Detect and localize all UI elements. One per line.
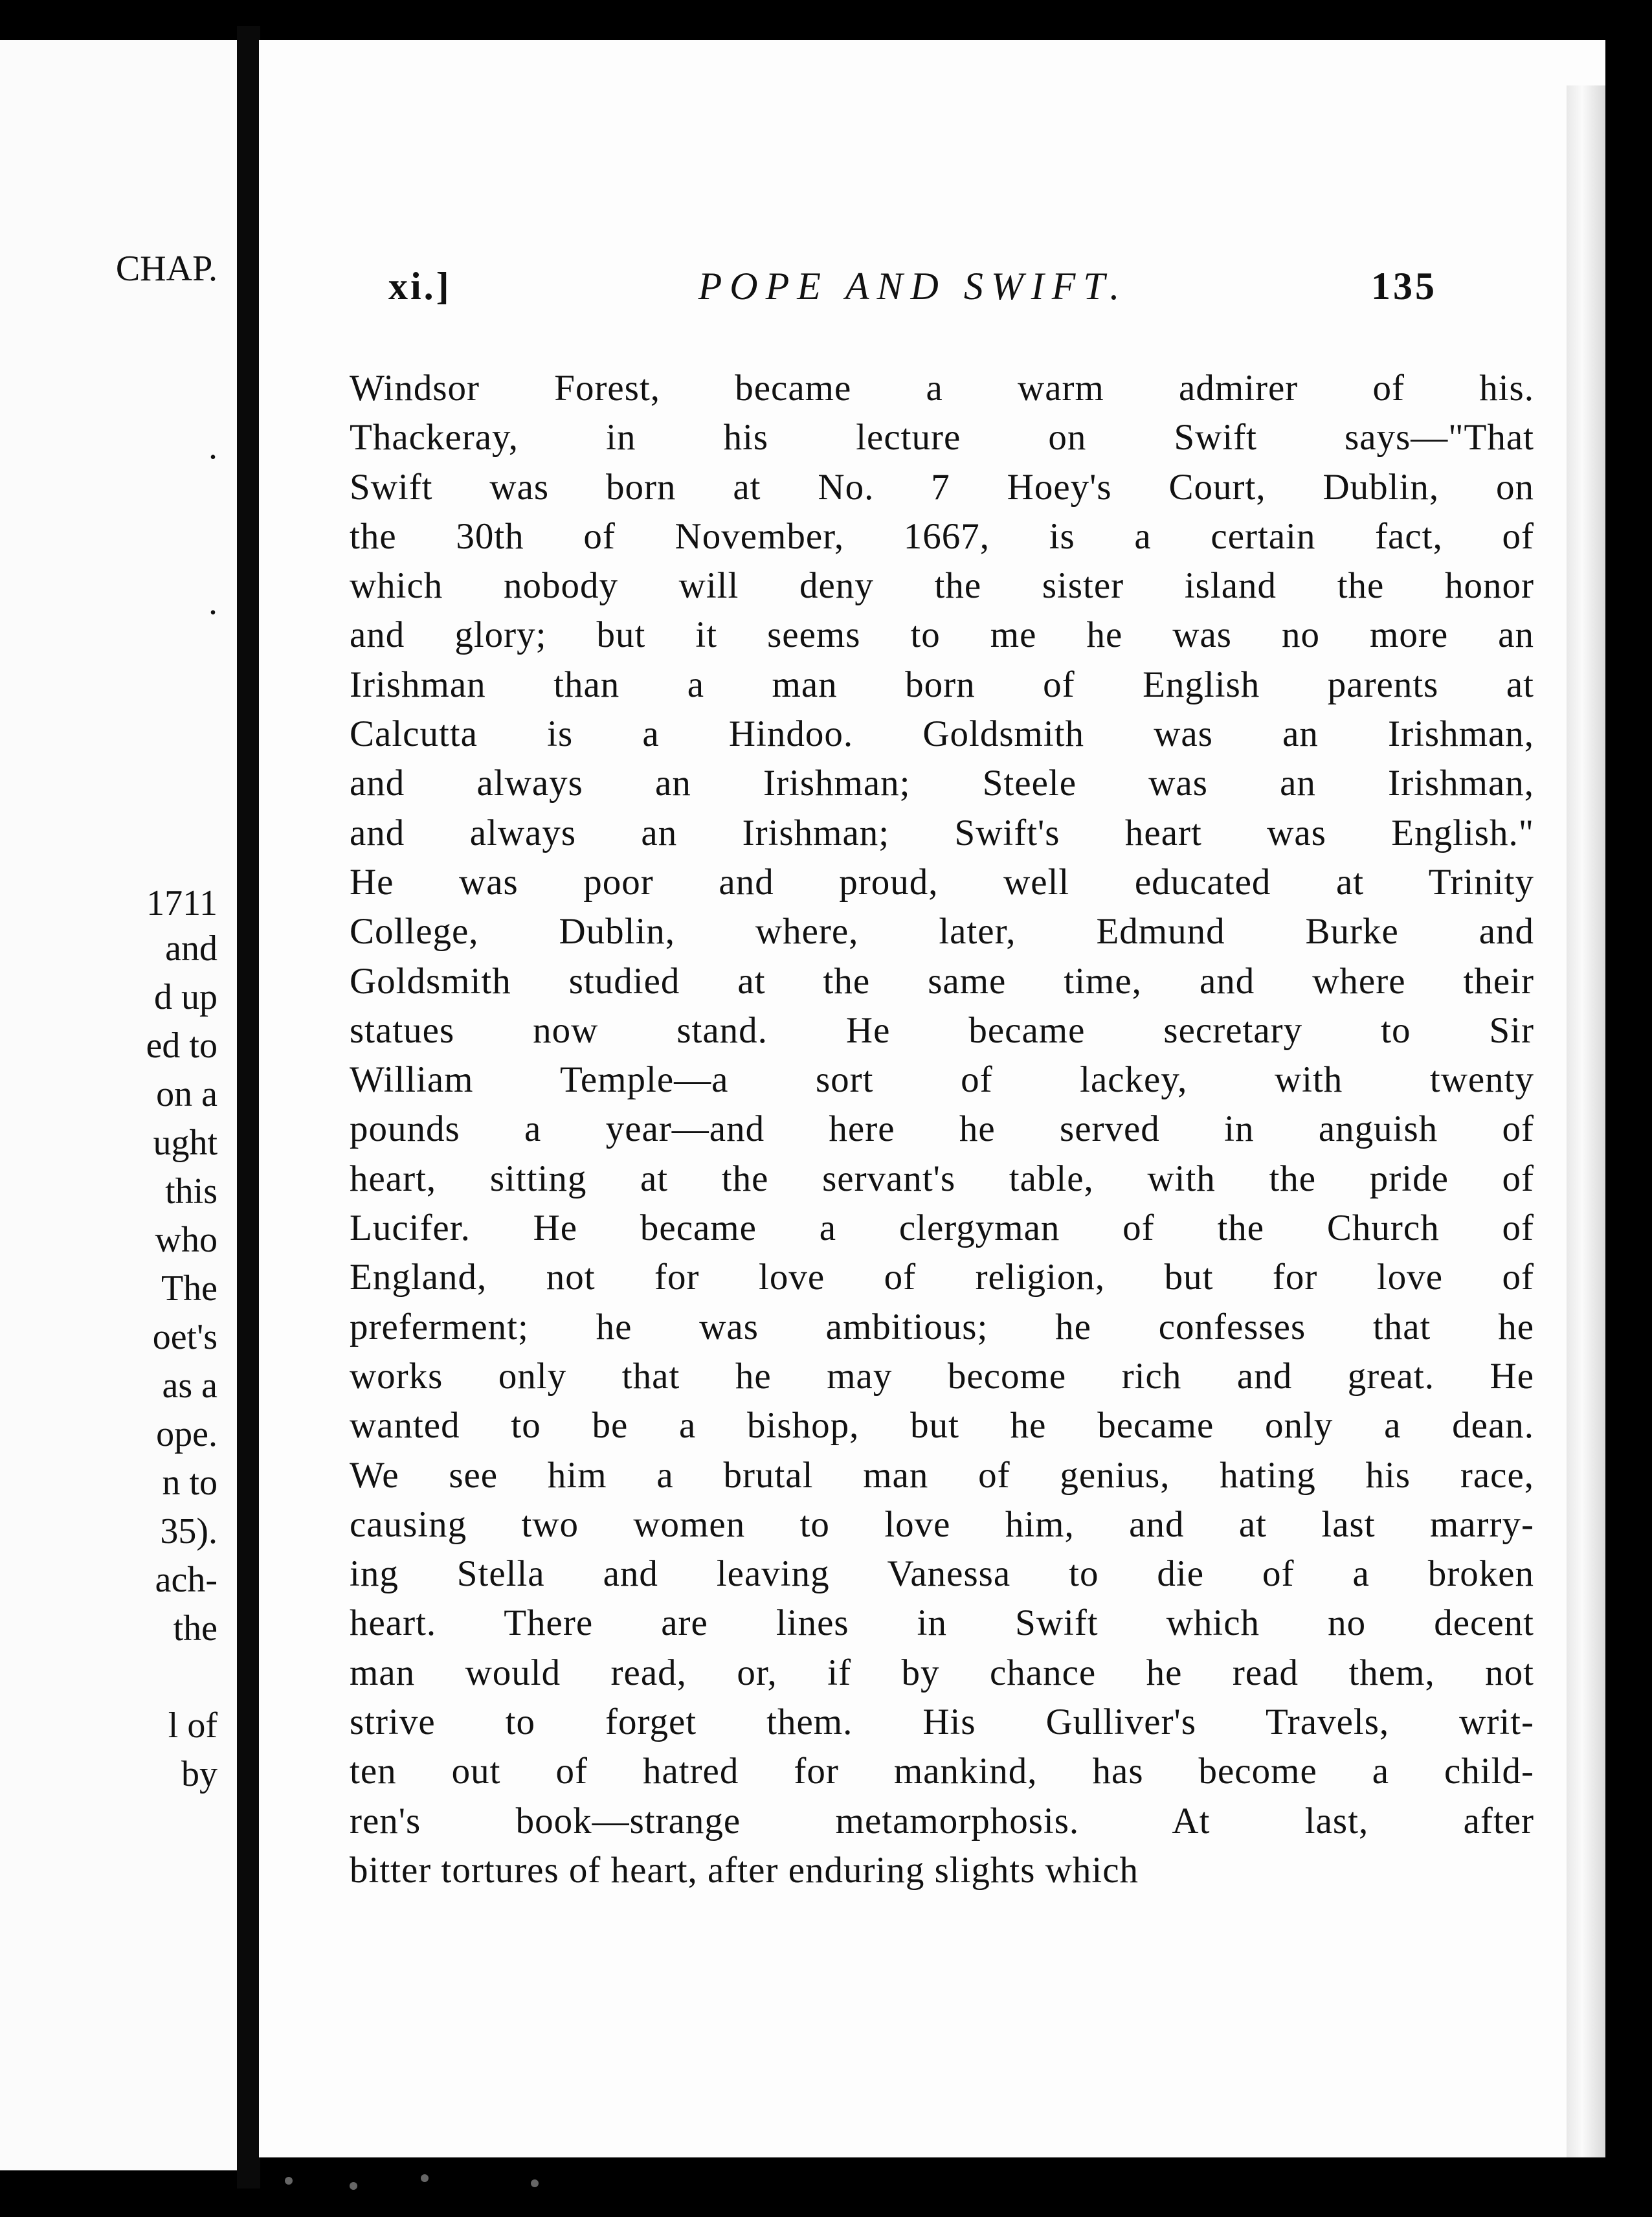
left-fragment: ach- bbox=[155, 1560, 218, 1600]
left-fragment: . bbox=[208, 582, 218, 622]
text-line: preferment; he was ambitious; he confesses that he bbox=[350, 1306, 1534, 1347]
text-line: Irishman than a man born of English parents at bbox=[350, 664, 1534, 705]
text-line: works only that he may become rich and great. He bbox=[350, 1355, 1534, 1397]
left-fragment: as a bbox=[162, 1366, 218, 1406]
running-title: POPE AND SWIFT. bbox=[698, 265, 1128, 308]
page-135 bbox=[259, 40, 1605, 2157]
left-fragment: on a bbox=[156, 1074, 218, 1114]
chapter-number: xi.] bbox=[388, 265, 452, 308]
page-number: 135 bbox=[1371, 265, 1437, 308]
text-line: and always an Irishman; Steele was an Irishman, bbox=[350, 763, 1534, 804]
text-line: strive to forget them. His Gulliver's Travels, writ- bbox=[350, 1702, 1534, 1743]
text-line: causing two women to love him, and at last marry- bbox=[350, 1503, 1534, 1545]
text-line: Swift was born at No. 7 Hoey's Court, Dublin, on bbox=[350, 466, 1534, 508]
text-line: ing Stella and leaving Vanessa to die of a broken bbox=[350, 1553, 1534, 1595]
left-fragment: this bbox=[165, 1171, 218, 1211]
book-gutter bbox=[237, 26, 260, 2189]
text-line: Windsor Forest, became a warm admirer of his. bbox=[350, 368, 1534, 409]
scan-dust-specks bbox=[272, 2170, 660, 2196]
text-line: heart, sitting at the servant's table, with the pride of bbox=[350, 1158, 1534, 1199]
left-fragment: . bbox=[208, 427, 218, 467]
text-line: Lucifer. He became a clergyman of the Church of bbox=[350, 1208, 1534, 1249]
left-fragment: 1711 bbox=[146, 883, 218, 923]
body-text bbox=[350, 364, 1534, 1895]
page-edge-shadow bbox=[1567, 85, 1605, 2157]
text-line: We see him a brutal man of genius, hating his race, bbox=[350, 1454, 1534, 1496]
text-line: William Temple—a sort of lackey, with twenty bbox=[350, 1059, 1534, 1101]
text-line: England, not for love of religion, but for love of bbox=[350, 1257, 1534, 1298]
text-line: ren's book—strange metamorphosis. At last, after bbox=[350, 1800, 1534, 1841]
text-line: bitter tortures of heart, after enduring slights which bbox=[350, 1849, 1139, 1891]
text-line: man would read, or, if by chance he read them, not bbox=[350, 1652, 1534, 1693]
text-line: and glory; but it seems to me he was no more an bbox=[350, 614, 1534, 656]
left-fragment: d up bbox=[154, 977, 218, 1017]
left-fragment: 35). bbox=[160, 1511, 218, 1551]
left-fragment: ught bbox=[153, 1123, 218, 1163]
text-line: statues now stand. He became secretary to Sir bbox=[350, 1009, 1534, 1051]
left-fragment: n to bbox=[162, 1463, 218, 1503]
running-head bbox=[388, 260, 1437, 312]
left-fragment: l of bbox=[168, 1705, 218, 1746]
left-fragment: who bbox=[155, 1220, 218, 1260]
left-fragment: and bbox=[165, 928, 218, 969]
text-line: and always an Irishman; Swift's heart was English." bbox=[350, 812, 1534, 853]
text-line: wanted to be a bishop, but he became only a dean. bbox=[350, 1405, 1534, 1446]
left-running-head-fragment: CHAP. bbox=[115, 249, 218, 289]
left-fragment: the bbox=[173, 1608, 218, 1649]
text-line: Goldsmith studied at the same time, and where their bbox=[350, 960, 1534, 1002]
left-fragment: ope. bbox=[156, 1414, 218, 1454]
text-line: pounds a year—and here he served in anguish of bbox=[350, 1108, 1534, 1150]
left-fragment: ed to bbox=[146, 1026, 218, 1066]
left-fragment: oet's bbox=[152, 1317, 218, 1357]
text-line: College, Dublin, where, later, Edmund Burke and bbox=[350, 911, 1534, 952]
left-fragment: The bbox=[161, 1268, 218, 1309]
previous-page-fragment bbox=[0, 40, 237, 2170]
text-line: He was poor and proud, well educated at Trinity bbox=[350, 861, 1534, 903]
text-line: Calcutta is a Hindoo. Goldsmith was an Irishman, bbox=[350, 714, 1534, 755]
text-line: the 30th of November, 1667, is a certain fact, of bbox=[350, 515, 1534, 557]
text-line: ten out of hatred for mankind, has become a child- bbox=[350, 1751, 1534, 1792]
text-line: which nobody will deny the sister island the honor bbox=[350, 565, 1534, 607]
text-line: heart. There are lines in Swift which no decent bbox=[350, 1603, 1534, 1644]
text-line: Thackeray, in his lecture on Swift says—"That bbox=[350, 417, 1534, 458]
left-fragment: by bbox=[181, 1754, 218, 1794]
